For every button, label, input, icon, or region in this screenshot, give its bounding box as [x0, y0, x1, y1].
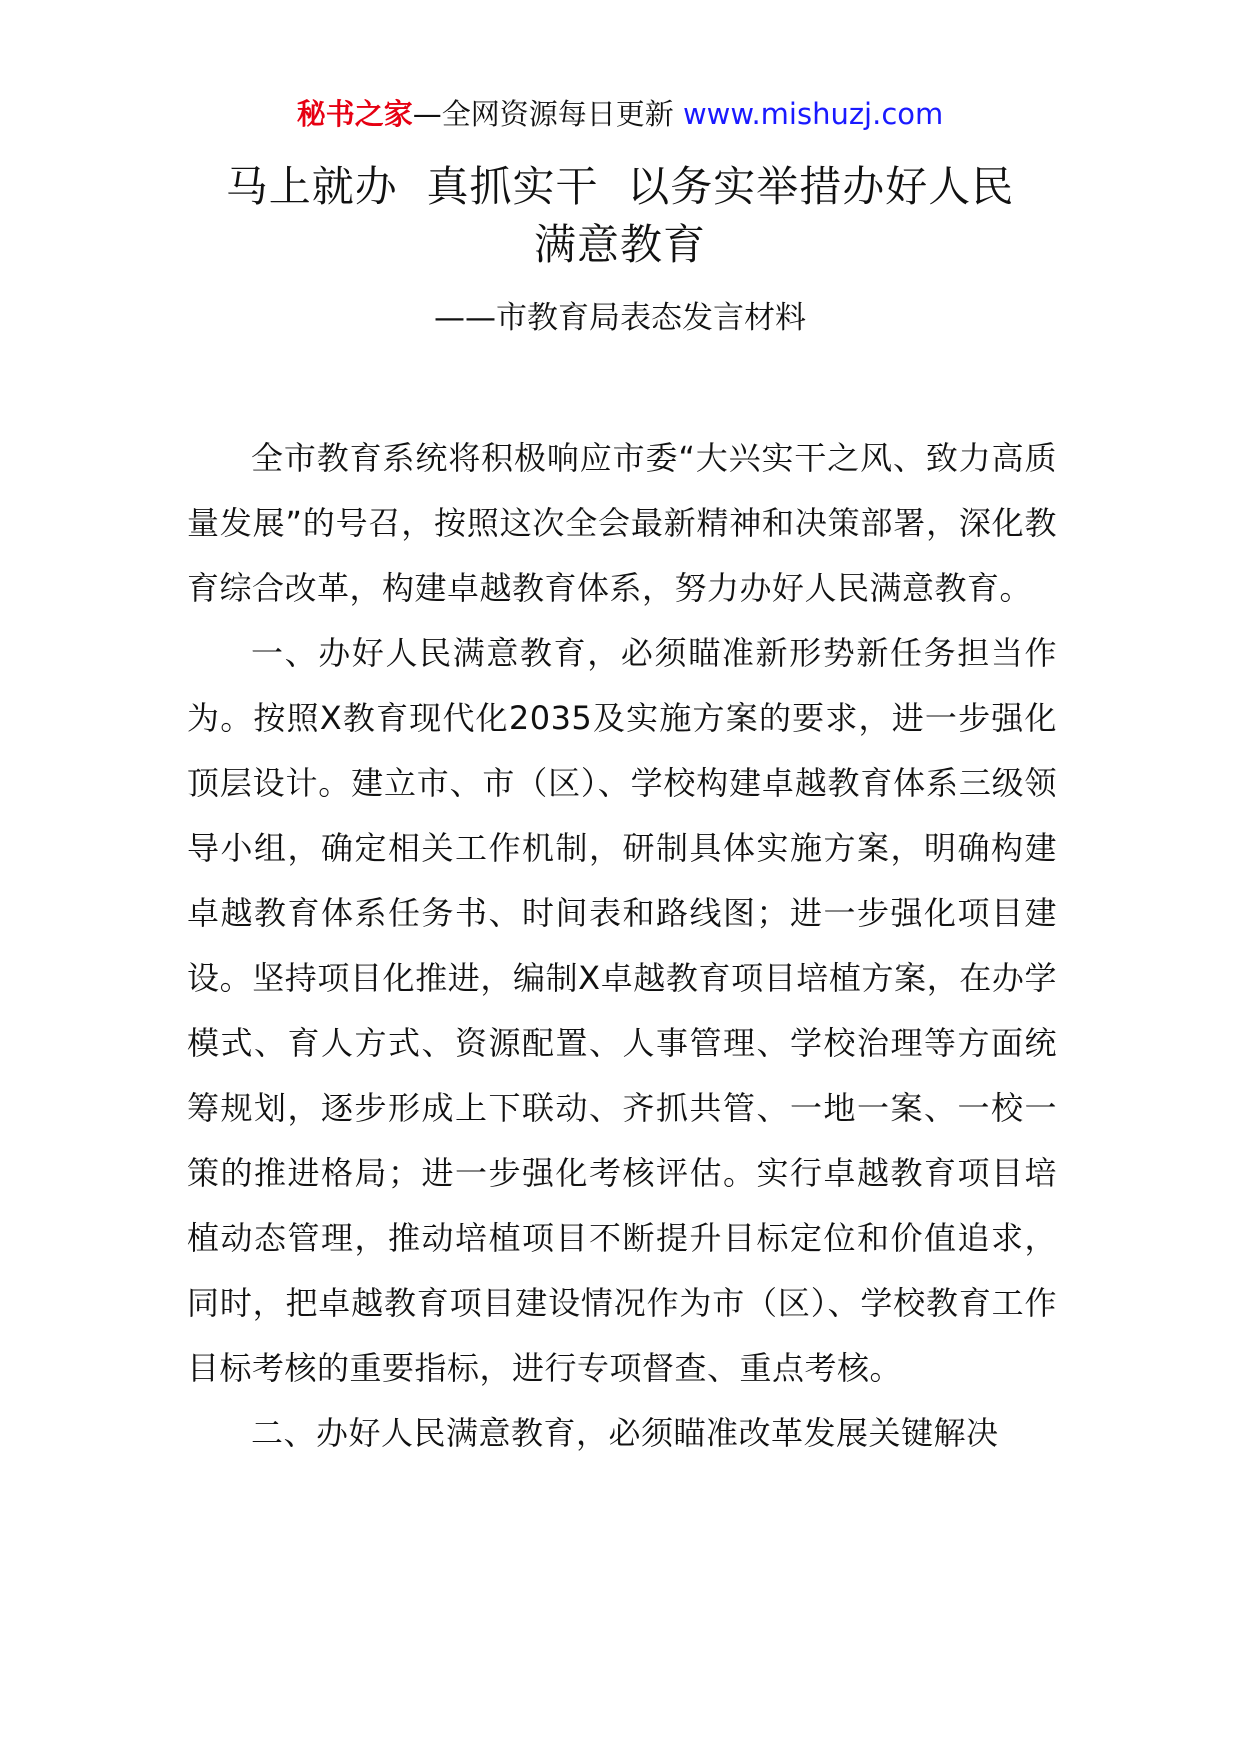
paragraph-section-2: 二、办好人民满意教育，必须瞄准改革发展关键解决 [251, 1414, 999, 1452]
title-line-2: 满意教育 [533, 220, 706, 269]
document-title [160, 158, 1080, 274]
site-url-link[interactable]: www.mishuzj.com [682, 97, 944, 131]
document-subtitle: ——市教育局表态发言材料 [434, 300, 806, 336]
paragraph-section-1: 一、办好人民满意教育，必须瞄准新形势新任务担当作为。按照X教育现代化2035及实施方案的要求，进一步强化顶层设计。建立市、市（区）、学校构建卓越教育体系三级领导小组，确定相关工作机制，研制具体实施方案，明确构建卓越教育体系任务书、时间表和路线图；进一步强化项目建设。坚持项目化推进，编制X卓越教育项目培植方案，在办学模式、育人方式、资源配置、人事管理、学校治理等方面统筹规划，逐步形成上下联动、齐抓共管、一地一案、一校一策的推进格局；进一步强化考核评估。实行卓越教育项目培植动态管理，推动培植项目不断提升目标定位和价值追求，同时，把卓越教育项目建设情况作为市（区）、学校教育工作目标考核的重要指标，进行专项督查、重点考核。 [187, 634, 1057, 1387]
title-line-1: 马上就办 真抓实干 以务实举措办好人民 [225, 162, 1015, 211]
brand-name: 秘书之家 [296, 97, 413, 131]
document-body [187, 426, 1057, 1466]
header-tagline: —全网资源每日更新 [412, 97, 674, 131]
site-header [0, 92, 1240, 136]
paragraph-intro: 全市教育系统将积极响应市委“大兴实干之风、致力高质量发展”的号召，按照这次全会最新精神和决策部署，深化教育综合改革，构建卓越教育体系，努力办好人民满意教育。 [187, 439, 1057, 607]
